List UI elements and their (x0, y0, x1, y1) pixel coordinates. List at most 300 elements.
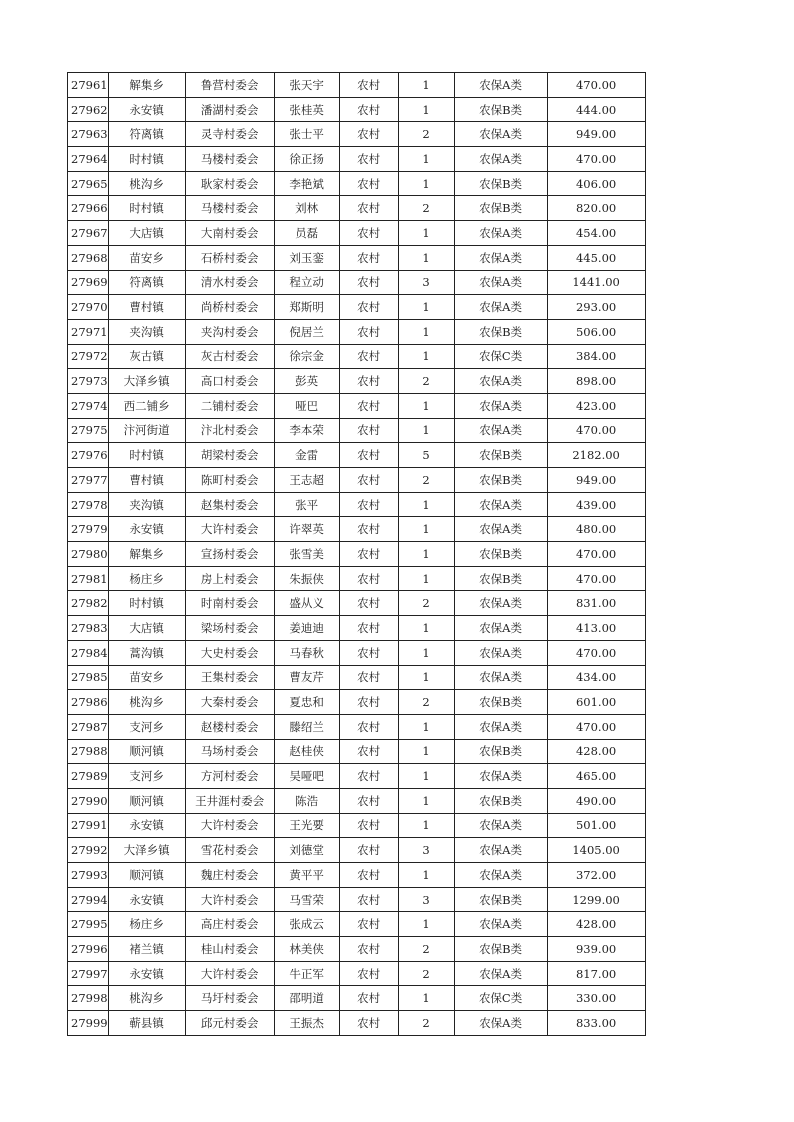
table-row (68, 764, 646, 789)
village-committee-cell: 大许村委会 (185, 517, 274, 542)
household-count-cell: 2 (398, 1011, 454, 1036)
amount-cell: 439.00 (547, 492, 645, 517)
insurance-category-cell: 农保A类 (454, 122, 547, 147)
insurance-category-cell: 农保A类 (454, 393, 547, 418)
household-count-cell: 1 (398, 73, 454, 98)
table-row (68, 245, 646, 270)
amount-cell: 490.00 (547, 788, 645, 813)
area-type-cell: 农村 (339, 196, 398, 221)
household-count-cell: 1 (398, 640, 454, 665)
village-committee-cell: 大史村委会 (185, 640, 274, 665)
area-type-cell: 农村 (339, 986, 398, 1011)
village-committee-cell: 清水村委会 (185, 270, 274, 295)
household-count-cell: 5 (398, 443, 454, 468)
record-id-cell: 27985 (68, 665, 109, 690)
township-cell: 支河乡 (108, 714, 185, 739)
person-name-cell: 郑斯明 (274, 295, 339, 320)
table-row (68, 443, 646, 468)
amount-cell: 2182.00 (547, 443, 645, 468)
person-name-cell: 张平 (274, 492, 339, 517)
amount-cell: 470.00 (547, 566, 645, 591)
person-name-cell: 张桂英 (274, 97, 339, 122)
person-name-cell: 赵桂侠 (274, 739, 339, 764)
township-cell: 苗安乡 (108, 245, 185, 270)
person-name-cell: 陈浩 (274, 788, 339, 813)
table-row (68, 813, 646, 838)
township-cell: 曹村镇 (108, 295, 185, 320)
household-count-cell: 1 (398, 319, 454, 344)
amount-cell: 384.00 (547, 344, 645, 369)
amount-cell: 470.00 (547, 542, 645, 567)
household-count-cell: 3 (398, 887, 454, 912)
household-count-cell: 1 (398, 764, 454, 789)
area-type-cell: 农村 (339, 912, 398, 937)
township-cell: 时村镇 (108, 443, 185, 468)
person-name-cell: 李艳斌 (274, 171, 339, 196)
insurance-category-cell: 农保A类 (454, 764, 547, 789)
table-row (68, 492, 646, 517)
person-name-cell: 哑巴 (274, 393, 339, 418)
table-row (68, 863, 646, 888)
insurance-category-cell: 农保B类 (454, 788, 547, 813)
household-count-cell: 1 (398, 566, 454, 591)
village-committee-cell: 桂山村委会 (185, 937, 274, 962)
insurance-category-cell: 农保B类 (454, 937, 547, 962)
record-id-cell: 27986 (68, 690, 109, 715)
village-committee-cell: 高口村委会 (185, 369, 274, 394)
insurance-category-cell: 农保A类 (454, 418, 547, 443)
record-id-cell: 27989 (68, 764, 109, 789)
area-type-cell: 农村 (339, 690, 398, 715)
household-count-cell: 1 (398, 492, 454, 517)
township-cell: 顺河镇 (108, 788, 185, 813)
person-name-cell: 王振杰 (274, 1011, 339, 1036)
amount-cell: 444.00 (547, 97, 645, 122)
person-name-cell: 马雪荣 (274, 887, 339, 912)
record-id-cell: 27973 (68, 369, 109, 394)
township-cell: 汴河街道 (108, 418, 185, 443)
village-committee-cell: 陈町村委会 (185, 468, 274, 493)
area-type-cell: 农村 (339, 640, 398, 665)
record-id-cell: 27963 (68, 122, 109, 147)
township-cell: 杨庄乡 (108, 912, 185, 937)
area-type-cell: 农村 (339, 369, 398, 394)
person-name-cell: 倪居兰 (274, 319, 339, 344)
insurance-category-cell: 农保B类 (454, 566, 547, 591)
table-row (68, 418, 646, 443)
insurance-category-cell: 农保B类 (454, 887, 547, 912)
household-count-cell: 1 (398, 147, 454, 172)
table-row (68, 393, 646, 418)
area-type-cell: 农村 (339, 764, 398, 789)
amount-cell: 1405.00 (547, 838, 645, 863)
household-count-cell: 2 (398, 122, 454, 147)
record-id-cell: 27977 (68, 468, 109, 493)
village-committee-cell: 大南村委会 (185, 221, 274, 246)
area-type-cell: 农村 (339, 1011, 398, 1036)
village-committee-cell: 时南村委会 (185, 591, 274, 616)
table-row (68, 961, 646, 986)
amount-cell: 833.00 (547, 1011, 645, 1036)
household-count-cell: 2 (398, 468, 454, 493)
household-count-cell: 1 (398, 739, 454, 764)
village-committee-cell: 灵寺村委会 (185, 122, 274, 147)
village-committee-cell: 潘湖村委会 (185, 97, 274, 122)
insurance-category-cell: 农保B类 (454, 542, 547, 567)
village-committee-cell: 马楼村委会 (185, 147, 274, 172)
insurance-category-cell: 农保A类 (454, 492, 547, 517)
person-name-cell: 刘玉銮 (274, 245, 339, 270)
table-row (68, 714, 646, 739)
insurance-category-cell: 农保A类 (454, 640, 547, 665)
township-cell: 桃沟乡 (108, 690, 185, 715)
area-type-cell: 农村 (339, 591, 398, 616)
township-cell: 大泽乡镇 (108, 369, 185, 394)
township-cell: 永安镇 (108, 887, 185, 912)
insurance-category-cell: 农保C类 (454, 344, 547, 369)
table-row (68, 542, 646, 567)
amount-cell: 428.00 (547, 912, 645, 937)
village-committee-cell: 大许村委会 (185, 887, 274, 912)
table-row (68, 295, 646, 320)
area-type-cell: 农村 (339, 344, 398, 369)
table-row (68, 566, 646, 591)
insurance-category-cell: 农保A类 (454, 665, 547, 690)
area-type-cell: 农村 (339, 147, 398, 172)
area-type-cell: 农村 (339, 566, 398, 591)
insurance-category-cell: 农保A类 (454, 245, 547, 270)
person-name-cell: 张成云 (274, 912, 339, 937)
person-name-cell: 徐宗金 (274, 344, 339, 369)
amount-cell: 1441.00 (547, 270, 645, 295)
household-count-cell: 1 (398, 714, 454, 739)
village-committee-cell: 梁场村委会 (185, 616, 274, 641)
area-type-cell: 农村 (339, 739, 398, 764)
household-count-cell: 1 (398, 221, 454, 246)
person-name-cell: 牛正军 (274, 961, 339, 986)
village-committee-cell: 大许村委会 (185, 961, 274, 986)
township-cell: 西二铺乡 (108, 393, 185, 418)
township-cell: 支河乡 (108, 764, 185, 789)
person-name-cell: 李本荣 (274, 418, 339, 443)
village-committee-cell: 马楼村委会 (185, 196, 274, 221)
township-cell: 杨庄乡 (108, 566, 185, 591)
amount-cell: 428.00 (547, 739, 645, 764)
township-cell: 永安镇 (108, 813, 185, 838)
household-count-cell: 3 (398, 270, 454, 295)
records-table (67, 72, 646, 1036)
amount-cell: 470.00 (547, 418, 645, 443)
table-row (68, 1011, 646, 1036)
record-id-cell: 27970 (68, 295, 109, 320)
area-type-cell: 农村 (339, 468, 398, 493)
record-id-cell: 27961 (68, 73, 109, 98)
village-committee-cell: 二铺村委会 (185, 393, 274, 418)
insurance-category-cell: 农保A类 (454, 369, 547, 394)
household-count-cell: 1 (398, 245, 454, 270)
area-type-cell: 农村 (339, 73, 398, 98)
insurance-category-cell: 农保A类 (454, 714, 547, 739)
area-type-cell: 农村 (339, 813, 398, 838)
table-row (68, 591, 646, 616)
record-id-cell: 27997 (68, 961, 109, 986)
area-type-cell: 农村 (339, 838, 398, 863)
person-name-cell: 盛从义 (274, 591, 339, 616)
record-id-cell: 27981 (68, 566, 109, 591)
record-id-cell: 27969 (68, 270, 109, 295)
village-committee-cell: 高庄村委会 (185, 912, 274, 937)
township-cell: 蒿沟镇 (108, 640, 185, 665)
township-cell: 大泽乡镇 (108, 838, 185, 863)
record-id-cell: 27972 (68, 344, 109, 369)
amount-cell: 454.00 (547, 221, 645, 246)
household-count-cell: 1 (398, 295, 454, 320)
person-name-cell: 张天宇 (274, 73, 339, 98)
insurance-category-cell: 农保A类 (454, 517, 547, 542)
township-cell: 桃沟乡 (108, 171, 185, 196)
township-cell: 时村镇 (108, 147, 185, 172)
table-row (68, 147, 646, 172)
township-cell: 符离镇 (108, 270, 185, 295)
table-row (68, 838, 646, 863)
insurance-category-cell: 农保A类 (454, 838, 547, 863)
insurance-category-cell: 农保A类 (454, 912, 547, 937)
area-type-cell: 农村 (339, 122, 398, 147)
table-row (68, 616, 646, 641)
record-id-cell: 27984 (68, 640, 109, 665)
table-row (68, 937, 646, 962)
amount-cell: 501.00 (547, 813, 645, 838)
household-count-cell: 1 (398, 393, 454, 418)
area-type-cell: 农村 (339, 714, 398, 739)
table-row (68, 369, 646, 394)
table-row (68, 344, 646, 369)
village-committee-cell: 汴北村委会 (185, 418, 274, 443)
record-id-cell: 27975 (68, 418, 109, 443)
record-id-cell: 27978 (68, 492, 109, 517)
township-cell: 符离镇 (108, 122, 185, 147)
insurance-category-cell: 农保A类 (454, 221, 547, 246)
record-id-cell: 27987 (68, 714, 109, 739)
household-count-cell: 1 (398, 616, 454, 641)
person-name-cell: 张雪美 (274, 542, 339, 567)
table-row (68, 788, 646, 813)
record-id-cell: 27996 (68, 937, 109, 962)
insurance-category-cell: 农保A类 (454, 961, 547, 986)
record-id-cell: 27962 (68, 97, 109, 122)
record-id-cell: 27979 (68, 517, 109, 542)
table-row (68, 517, 646, 542)
person-name-cell: 王志超 (274, 468, 339, 493)
amount-cell: 1299.00 (547, 887, 645, 912)
amount-cell: 506.00 (547, 319, 645, 344)
table-row (68, 739, 646, 764)
village-committee-cell: 王集村委会 (185, 665, 274, 690)
amount-cell: 406.00 (547, 171, 645, 196)
amount-cell: 939.00 (547, 937, 645, 962)
person-name-cell: 徐正扬 (274, 147, 339, 172)
amount-cell: 470.00 (547, 147, 645, 172)
household-count-cell: 1 (398, 665, 454, 690)
table-row (68, 665, 646, 690)
area-type-cell: 农村 (339, 418, 398, 443)
township-cell: 永安镇 (108, 517, 185, 542)
household-count-cell: 1 (398, 517, 454, 542)
insurance-category-cell: 农保B类 (454, 319, 547, 344)
person-name-cell: 程立动 (274, 270, 339, 295)
township-cell: 大店镇 (108, 221, 185, 246)
township-cell: 时村镇 (108, 196, 185, 221)
record-id-cell: 27971 (68, 319, 109, 344)
area-type-cell: 农村 (339, 665, 398, 690)
household-count-cell: 1 (398, 788, 454, 813)
table-row (68, 171, 646, 196)
township-cell: 夹沟镇 (108, 492, 185, 517)
village-committee-cell: 赵楼村委会 (185, 714, 274, 739)
area-type-cell: 农村 (339, 517, 398, 542)
amount-cell: 831.00 (547, 591, 645, 616)
person-name-cell: 朱振侠 (274, 566, 339, 591)
village-committee-cell: 灰古村委会 (185, 344, 274, 369)
person-name-cell: 张士平 (274, 122, 339, 147)
household-count-cell: 1 (398, 542, 454, 567)
amount-cell: 465.00 (547, 764, 645, 789)
village-committee-cell: 雪花村委会 (185, 838, 274, 863)
insurance-category-cell: 农保B类 (454, 196, 547, 221)
insurance-category-cell: 农保A类 (454, 147, 547, 172)
township-cell: 桃沟乡 (108, 986, 185, 1011)
township-cell: 蕲县镇 (108, 1011, 185, 1036)
table-row (68, 196, 646, 221)
record-id-cell: 27980 (68, 542, 109, 567)
village-committee-cell: 大许村委会 (185, 813, 274, 838)
person-name-cell: 曹友芹 (274, 665, 339, 690)
amount-cell: 949.00 (547, 122, 645, 147)
area-type-cell: 农村 (339, 221, 398, 246)
household-count-cell: 2 (398, 591, 454, 616)
table-row (68, 221, 646, 246)
record-id-cell: 27993 (68, 863, 109, 888)
amount-cell: 434.00 (547, 665, 645, 690)
person-name-cell: 林美侠 (274, 937, 339, 962)
household-count-cell: 2 (398, 196, 454, 221)
household-count-cell: 1 (398, 863, 454, 888)
person-name-cell: 姜迪迪 (274, 616, 339, 641)
records-table-body (68, 73, 646, 1036)
insurance-category-cell: 农保A类 (454, 295, 547, 320)
record-id-cell: 27991 (68, 813, 109, 838)
amount-cell: 470.00 (547, 640, 645, 665)
table-row (68, 640, 646, 665)
village-committee-cell: 马场村委会 (185, 739, 274, 764)
record-id-cell: 27994 (68, 887, 109, 912)
village-committee-cell: 大秦村委会 (185, 690, 274, 715)
area-type-cell: 农村 (339, 319, 398, 344)
table-row (68, 887, 646, 912)
village-committee-cell: 夹沟村委会 (185, 319, 274, 344)
village-committee-cell: 赵集村委会 (185, 492, 274, 517)
insurance-category-cell: 农保A类 (454, 1011, 547, 1036)
table-row (68, 270, 646, 295)
table-row (68, 468, 646, 493)
household-count-cell: 1 (398, 813, 454, 838)
village-committee-cell: 鲁营村委会 (185, 73, 274, 98)
area-type-cell: 农村 (339, 492, 398, 517)
table-row (68, 97, 646, 122)
insurance-category-cell: 农保B类 (454, 97, 547, 122)
amount-cell: 372.00 (547, 863, 645, 888)
amount-cell: 470.00 (547, 73, 645, 98)
village-committee-cell: 宣扬村委会 (185, 542, 274, 567)
area-type-cell: 农村 (339, 295, 398, 320)
household-count-cell: 2 (398, 690, 454, 715)
insurance-category-cell: 农保B类 (454, 171, 547, 196)
person-name-cell: 刘德堂 (274, 838, 339, 863)
village-committee-cell: 房上村委会 (185, 566, 274, 591)
household-count-cell: 1 (398, 344, 454, 369)
township-cell: 顺河镇 (108, 863, 185, 888)
area-type-cell: 农村 (339, 245, 398, 270)
insurance-category-cell: 农保B类 (454, 739, 547, 764)
insurance-category-cell: 农保A类 (454, 73, 547, 98)
insurance-category-cell: 农保A类 (454, 591, 547, 616)
household-count-cell: 1 (398, 171, 454, 196)
area-type-cell: 农村 (339, 863, 398, 888)
record-id-cell: 27965 (68, 171, 109, 196)
township-cell: 灰古镇 (108, 344, 185, 369)
household-count-cell: 3 (398, 838, 454, 863)
township-cell: 解集乡 (108, 73, 185, 98)
amount-cell: 898.00 (547, 369, 645, 394)
table-row (68, 986, 646, 1011)
person-name-cell: 彭英 (274, 369, 339, 394)
amount-cell: 601.00 (547, 690, 645, 715)
area-type-cell: 农村 (339, 616, 398, 641)
person-name-cell: 王光要 (274, 813, 339, 838)
area-type-cell: 农村 (339, 443, 398, 468)
amount-cell: 817.00 (547, 961, 645, 986)
insurance-category-cell: 农保A类 (454, 616, 547, 641)
insurance-category-cell: 农保A类 (454, 813, 547, 838)
record-id-cell: 27998 (68, 986, 109, 1011)
village-committee-cell: 王井涯村委会 (185, 788, 274, 813)
village-committee-cell: 石桥村委会 (185, 245, 274, 270)
area-type-cell: 农村 (339, 97, 398, 122)
record-id-cell: 27995 (68, 912, 109, 937)
amount-cell: 423.00 (547, 393, 645, 418)
person-name-cell: 马春秋 (274, 640, 339, 665)
village-committee-cell: 邱元村委会 (185, 1011, 274, 1036)
area-type-cell: 农村 (339, 542, 398, 567)
village-committee-cell: 胡梁村委会 (185, 443, 274, 468)
insurance-category-cell: 农保B类 (454, 443, 547, 468)
person-name-cell: 金雷 (274, 443, 339, 468)
amount-cell: 330.00 (547, 986, 645, 1011)
record-id-cell: 27966 (68, 196, 109, 221)
record-id-cell: 27964 (68, 147, 109, 172)
amount-cell: 470.00 (547, 714, 645, 739)
table-row (68, 690, 646, 715)
person-name-cell: 许翠英 (274, 517, 339, 542)
person-name-cell: 滕绍兰 (274, 714, 339, 739)
amount-cell: 413.00 (547, 616, 645, 641)
village-committee-cell: 耿家村委会 (185, 171, 274, 196)
township-cell: 大店镇 (108, 616, 185, 641)
amount-cell: 820.00 (547, 196, 645, 221)
person-name-cell: 夏忠和 (274, 690, 339, 715)
record-id-cell: 27992 (68, 838, 109, 863)
village-committee-cell: 方河村委会 (185, 764, 274, 789)
